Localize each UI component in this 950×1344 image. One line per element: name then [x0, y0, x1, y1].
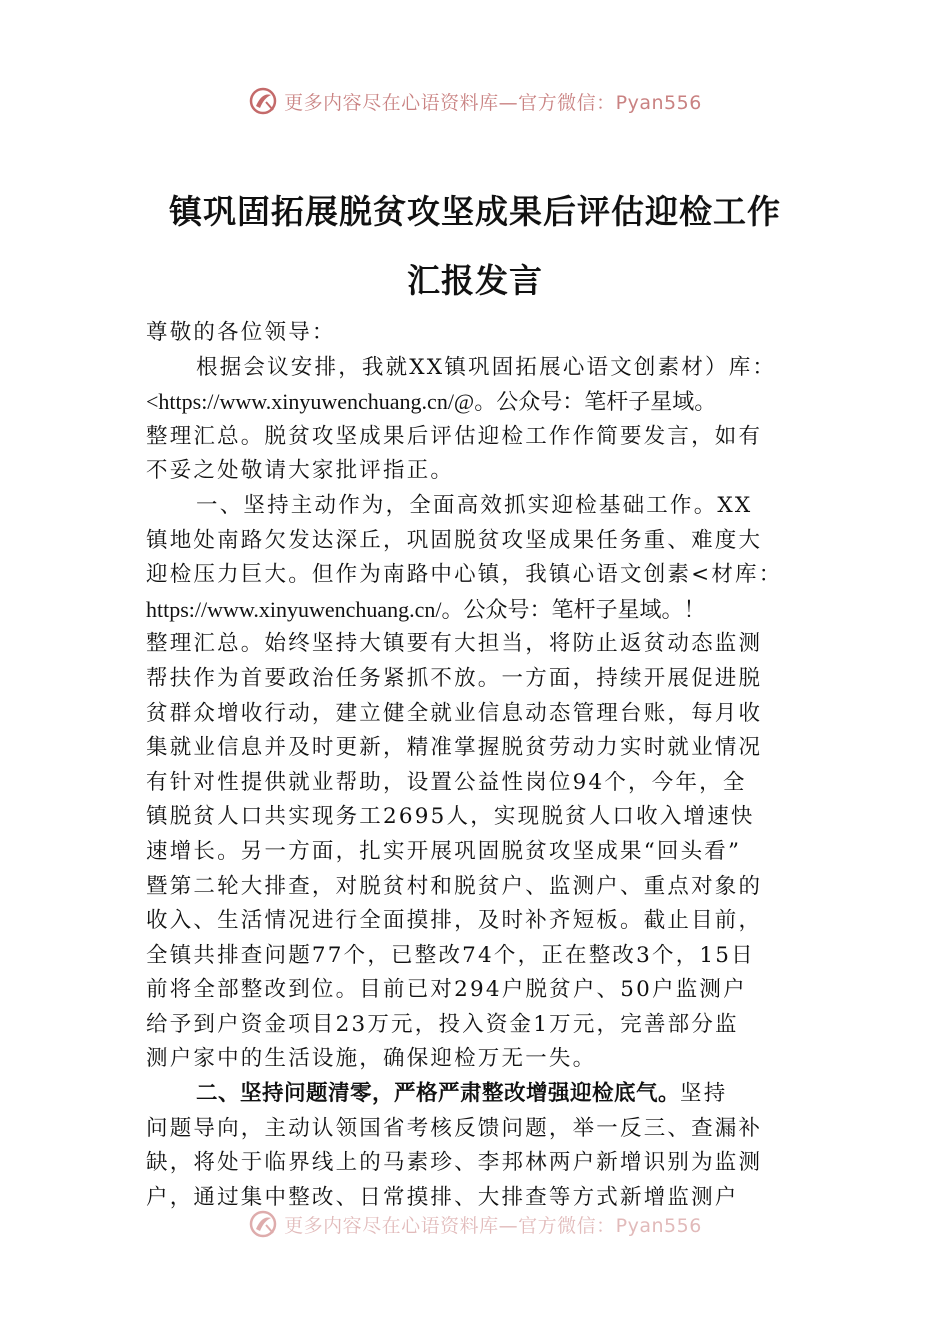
paragraph-line: 问题导向，主动认领国省考核反馈问题，举一反三、查漏补 [146, 1115, 763, 1141]
paragraph-line: 暨第二轮大排查，对脱贫村和脱贫户、监测户、重点对象的 [146, 873, 763, 899]
document-body [146, 316, 810, 1215]
watermark-header [0, 86, 950, 116]
watermark-logo-icon [248, 1209, 278, 1239]
paragraph-line: <https://www.xinyuwenchuang.cn/@。公众号：笔杆子星域。 [146, 389, 717, 415]
document-title-line1: 镇巩固拓展脱贫攻坚成果后评估迎检工作 [169, 192, 781, 231]
paragraph-line: 有针对性提供就业帮助，设置公益性岗位94个，今年，全 [146, 769, 747, 795]
paragraph-line: 户，通过集中整改、日常摸排、大排查等方式新增监测户 [146, 1184, 739, 1210]
paragraph-line: 贫群众增收行动，建立健全就业信息动态管理台账，每月收 [146, 700, 763, 726]
paragraph-line: 镇地处南路欠发达深丘，巩固脱贫攻坚成果任务重、难度大 [146, 527, 763, 553]
watermark-text: 更多内容尽在心语资料库—官方微信：Pyan556 [284, 1214, 702, 1237]
paragraph-line: 根据会议安排，我就XX镇巩固拓展心语文创素材）库： [196, 354, 777, 380]
watermark-logo-icon [248, 86, 278, 116]
paragraph-line: 测户家中的生活设施，确保迎检万无一失。 [146, 1046, 597, 1072]
paragraph-line: 缺，将处于临界线上的马素珍、李邦林两户新增识别为监测 [146, 1150, 763, 1176]
section2-heading: 二、坚持问题清零，严格严肃整改增强迎检底气。 [196, 1081, 681, 1107]
watermark-text: 更多内容尽在心语资料库—官方微信：Pyan556 [284, 91, 702, 114]
paragraph-line: 镇脱贫人口共实现务工2695人，实现脱贫人口收入增速快 [146, 804, 755, 830]
paragraph-line: 集就业信息并及时更新，精准掌握脱贫劳动力实时就业情况 [146, 735, 763, 761]
salutation: 尊敬的各位领导： [146, 320, 336, 345]
section-heading-line [146, 1077, 810, 1112]
paragraph-line: 迎检压力巨大。但作为南路中心镇，我镇心语文创素<材库： [146, 562, 783, 588]
paragraph-line: 速增长。另一方面，扎实开展巩固脱贫攻坚成果“回头看” [146, 838, 742, 864]
paragraph-line: 给予到户资金项目23万元，投入资金1万元，完善部分监 [146, 1011, 739, 1037]
paragraph-line: 不妥之处敬请大家批评指正。 [146, 458, 455, 484]
paragraph-line: 整理汇总。始终坚持大镇要有大担当，将防止返贫动态监测 [146, 631, 763, 657]
paragraph-line: 收入、生活情况进行全面摸排，及时补齐短板。截止目前， [146, 908, 763, 934]
paragraph-line: https://www.xinyuwenchuang.cn/。公众号：笔杆子星域。！ [146, 596, 706, 622]
section2-heading-tail: 坚持 [680, 1081, 728, 1107]
paragraph-line: 一、坚持主动作为，全面高效抓实迎检基础工作。XX [196, 492, 753, 518]
paragraph-line: 整理汇总。脱贫攻坚成果后评估迎检工作作简要发言，如有 [146, 423, 763, 449]
paragraph-line: 前将全部整改到位。目前已对294户脱贫户、50户监测户 [146, 977, 747, 1003]
watermark-footer [0, 1209, 950, 1239]
paragraph-line: 帮扶作为首要政治任务紧抓不放。一方面，持续开展促进脱 [146, 665, 763, 691]
paragraph-line: 全镇共排查问题77个，已整改74个，正在整改3个，15日 [146, 942, 755, 968]
document-title-line2: 汇报发言 [407, 261, 543, 300]
